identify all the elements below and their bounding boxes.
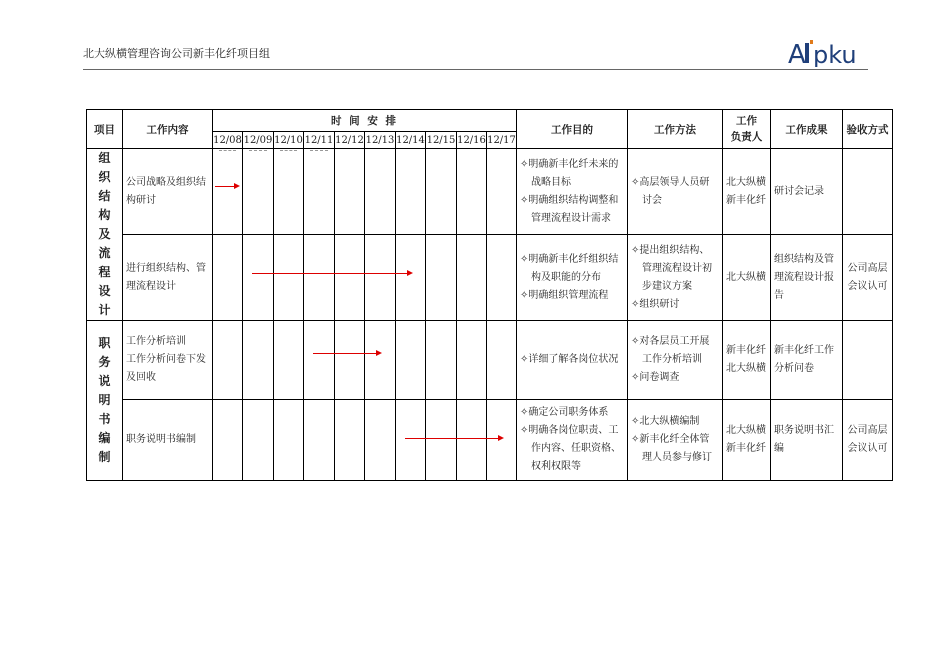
diamond-bullet-icon: ✧ bbox=[631, 176, 640, 188]
col-result: 工作成果 bbox=[771, 110, 843, 149]
owner-cell bbox=[723, 149, 771, 235]
project-cell bbox=[87, 321, 123, 481]
bullet-item bbox=[631, 431, 719, 467]
schedule-cell bbox=[487, 321, 517, 400]
col-method: 工作方法 bbox=[628, 110, 723, 149]
col-owner-line2: 负责人 bbox=[730, 131, 763, 143]
schedule-cell bbox=[243, 400, 274, 481]
table-row bbox=[87, 321, 893, 400]
schedule-cell bbox=[457, 321, 487, 400]
bullet-text: 明确新丰化纤组织结构及职能的分布 bbox=[528, 253, 619, 283]
method-cell bbox=[628, 321, 723, 400]
schedule-cell bbox=[335, 400, 365, 481]
cell-line: 北大纵横 bbox=[726, 176, 766, 188]
date-header-12/08: 12/08 bbox=[213, 132, 243, 149]
date-header-12/16: 12/16 bbox=[457, 132, 487, 149]
bullet-item bbox=[631, 333, 719, 369]
acceptance-cell bbox=[843, 235, 893, 321]
cell-line: 进行组织结构、管理流程设计 bbox=[126, 262, 206, 292]
diamond-bullet-icon: ✧ bbox=[631, 336, 640, 347]
method-cell bbox=[628, 400, 723, 481]
cell-line: 新丰化纤 bbox=[726, 194, 766, 206]
acceptance-cell bbox=[843, 321, 893, 400]
bullet-text: 新丰化纤全体管理人员参与修订 bbox=[639, 434, 712, 463]
bullet-text: 确定公司职务体系 bbox=[528, 407, 609, 418]
date-header-12/14: 12/14 bbox=[396, 132, 426, 149]
method-cell bbox=[628, 235, 723, 321]
cell-line: 公司高层会议认可 bbox=[847, 425, 888, 454]
bullet-item bbox=[520, 192, 624, 228]
bullet-item bbox=[631, 369, 719, 387]
schedule-cell bbox=[243, 321, 274, 400]
purpose-cell bbox=[517, 400, 628, 481]
bullet-item bbox=[631, 413, 719, 431]
date-header-12/15: 12/15 bbox=[426, 132, 457, 149]
col-acceptance: 验收方式 bbox=[843, 110, 893, 149]
cell-line: 职务说明书编制 bbox=[126, 434, 196, 445]
bullet-item bbox=[520, 156, 624, 192]
diamond-bullet-icon: ✧ bbox=[520, 407, 529, 418]
diamond-bullet-icon: ✧ bbox=[631, 434, 640, 445]
header-org-text: 北大纵横管理咨询公司新丰化纤项目组 bbox=[83, 47, 270, 60]
schedule-cell bbox=[274, 149, 304, 235]
schedule-cell bbox=[335, 149, 365, 235]
col-schedule: 时 间 安 排 bbox=[213, 110, 517, 132]
cell-line: 研讨会记录 bbox=[774, 185, 824, 197]
owner-cell bbox=[723, 400, 771, 481]
cell-line: 组织结构及管理流程设计报告 bbox=[774, 253, 834, 301]
cell-line: 北大纵横 bbox=[726, 425, 766, 436]
acceptance-cell bbox=[843, 149, 893, 235]
svg-text:A: A bbox=[788, 40, 805, 67]
table-row bbox=[87, 235, 893, 321]
bullet-text: 明确新丰化纤未来的战略目标 bbox=[528, 158, 619, 188]
schedule-cell bbox=[335, 321, 365, 400]
work-content-cell bbox=[123, 235, 213, 321]
schedule-cell bbox=[396, 400, 426, 481]
schedule-cell bbox=[335, 235, 365, 321]
bullet-text: 明确各岗位职责、工作内容、任职资格、权利权限等 bbox=[528, 425, 621, 472]
schedule-cell bbox=[274, 400, 304, 481]
cell-line: 北大纵横 bbox=[726, 271, 766, 283]
col-owner-line1: 工作 bbox=[736, 115, 757, 127]
project-label: 组织结构及流程设计 bbox=[98, 151, 111, 317]
schedule-cell bbox=[487, 149, 517, 235]
schedule-cell bbox=[274, 321, 304, 400]
schedule-cell bbox=[213, 149, 243, 235]
col-purpose: 工作目的 bbox=[517, 110, 628, 149]
bullet-item bbox=[631, 242, 719, 296]
work-content-cell bbox=[123, 400, 213, 481]
result-cell bbox=[771, 321, 843, 400]
result-cell bbox=[771, 400, 843, 481]
project-cell bbox=[87, 149, 123, 321]
diamond-bullet-icon: ✧ bbox=[631, 416, 640, 427]
diamond-bullet-icon: ✧ bbox=[520, 425, 529, 436]
bullet-item bbox=[520, 287, 624, 305]
table-row bbox=[87, 149, 893, 235]
schedule-cell bbox=[304, 149, 335, 235]
date-header-12/13: 12/13 bbox=[365, 132, 396, 149]
schedule-cell bbox=[426, 321, 457, 400]
cell-line: 新丰化纤 bbox=[726, 345, 766, 356]
date-header-12/11: 12/11 bbox=[304, 132, 335, 149]
schedule-cell bbox=[304, 321, 335, 400]
purpose-cell bbox=[517, 321, 628, 400]
owner-cell bbox=[723, 321, 771, 400]
col-owner bbox=[723, 110, 771, 149]
schedule-cell bbox=[274, 235, 304, 321]
schedule-cell bbox=[457, 235, 487, 321]
acceptance-cell bbox=[843, 400, 893, 481]
schedule-cell bbox=[365, 149, 396, 235]
table-row bbox=[87, 400, 893, 481]
diamond-bullet-icon: ✧ bbox=[631, 372, 640, 383]
alpku-logo bbox=[788, 37, 870, 71]
owner-cell bbox=[723, 235, 771, 321]
schedule-cell bbox=[304, 400, 335, 481]
schedule-cell bbox=[487, 400, 517, 481]
schedule-cell bbox=[365, 235, 396, 321]
project-label: 职务说明书编制 bbox=[98, 336, 111, 464]
purpose-cell bbox=[517, 149, 628, 235]
date-header-12/17: 12/17 bbox=[487, 132, 517, 149]
schedule-cell bbox=[365, 321, 396, 400]
bullet-item bbox=[631, 174, 719, 210]
bullet-item bbox=[520, 251, 624, 287]
schedule-cell bbox=[304, 235, 335, 321]
col-content: 工作内容 bbox=[123, 110, 213, 149]
diamond-bullet-icon: ✧ bbox=[631, 244, 640, 256]
diamond-bullet-icon: ✧ bbox=[631, 298, 640, 310]
schedule-cell bbox=[457, 149, 487, 235]
cell-line: 公司高层会议认可 bbox=[847, 262, 888, 292]
result-cell bbox=[771, 235, 843, 321]
schedule-cell bbox=[457, 400, 487, 481]
date-header-12/10: 12/10 bbox=[274, 132, 304, 149]
diamond-bullet-icon: ✧ bbox=[520, 253, 529, 265]
bullet-item bbox=[631, 296, 719, 314]
cell-line: 新丰化纤 bbox=[726, 443, 766, 454]
work-content-cell bbox=[123, 321, 213, 400]
date-header-12/09: 12/09 bbox=[243, 132, 274, 149]
bullet-text: 详细了解各岗位状况 bbox=[528, 354, 619, 365]
schedule-cell bbox=[487, 235, 517, 321]
schedule-cell bbox=[213, 400, 243, 481]
schedule-cell bbox=[426, 235, 457, 321]
cell-line: 工作分析培训 bbox=[126, 336, 186, 347]
bullet-text: 对各层员工开展工作分析培训 bbox=[639, 336, 710, 365]
schedule-cell bbox=[396, 321, 426, 400]
cell-line: 北大纵横 bbox=[726, 363, 766, 374]
cell-line: 工作分析问卷下发及回收 bbox=[126, 354, 206, 383]
work-schedule-table bbox=[86, 109, 893, 481]
schedule-cell bbox=[396, 149, 426, 235]
work-content-cell bbox=[123, 149, 213, 235]
timeline-arrow bbox=[215, 186, 235, 187]
method-cell bbox=[628, 149, 723, 235]
bullet-text: 问卷调查 bbox=[639, 372, 680, 383]
svg-text:pku: pku bbox=[813, 41, 857, 67]
bullet-text: 组织研讨 bbox=[639, 298, 680, 310]
date-header-12/12: 12/12 bbox=[335, 132, 365, 149]
bullet-text: 提出组织结构、管理流程设计初步建议方案 bbox=[639, 244, 712, 292]
header-divider bbox=[83, 69, 868, 70]
bullet-text: 北大纵横编制 bbox=[639, 416, 700, 427]
schedule-cell bbox=[426, 149, 457, 235]
schedule-cell bbox=[243, 235, 274, 321]
result-cell bbox=[771, 149, 843, 235]
schedule-cell bbox=[213, 235, 243, 321]
col-project: 项目 bbox=[87, 110, 123, 149]
bullet-text: 高层领导人员研讨会 bbox=[639, 176, 710, 206]
bullet-item bbox=[520, 422, 624, 476]
bullet-text: 明确组织结构调整和管理流程设计需求 bbox=[528, 194, 619, 224]
schedule-cell bbox=[243, 149, 274, 235]
schedule-cell bbox=[396, 235, 426, 321]
schedule-cell bbox=[213, 321, 243, 400]
diamond-bullet-icon: ✧ bbox=[520, 289, 529, 301]
bullet-item bbox=[520, 404, 624, 422]
cell-line: 新丰化纤工作分析问卷 bbox=[774, 345, 834, 374]
diamond-bullet-icon: ✧ bbox=[520, 158, 529, 170]
cell-line: 职务说明书汇编 bbox=[774, 425, 834, 454]
purpose-cell bbox=[517, 235, 628, 321]
bullet-item bbox=[520, 351, 624, 369]
cell-line: 公司战略及组织结构研讨 bbox=[126, 176, 206, 206]
schedule-cell bbox=[365, 400, 396, 481]
diamond-bullet-icon: ✧ bbox=[520, 354, 529, 365]
bullet-text: 明确组织管理流程 bbox=[528, 289, 609, 301]
schedule-cell bbox=[426, 400, 457, 481]
diamond-bullet-icon: ✧ bbox=[520, 194, 529, 206]
